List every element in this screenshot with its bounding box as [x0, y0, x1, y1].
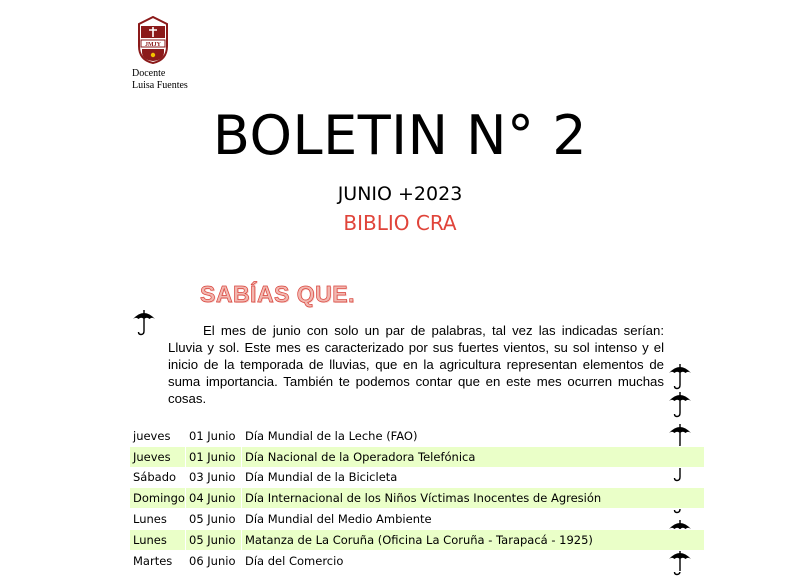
library-name: BIBLIO CRA	[343, 211, 457, 235]
event-name: Día Mundial del Medio Ambiente	[242, 509, 705, 530]
author-block	[132, 68, 188, 92]
event-date: 04 Junio	[186, 488, 242, 509]
table-row	[130, 467, 704, 488]
event-date: 05 Junio	[186, 529, 242, 550]
event-date: 03 Junio	[186, 467, 242, 488]
event-day: Sábado	[130, 467, 186, 488]
table-row	[130, 550, 704, 571]
event-name: Matanza de La Coruña (Oficina La Coruña - Tarapacá - 1925)	[242, 529, 705, 550]
events-table	[130, 426, 704, 572]
event-date: 01 Junio	[186, 446, 242, 467]
bulletin-date: JUNIO +2023	[337, 183, 463, 205]
event-name: Día Internacional de los Niños Víctimas Inocentes de Agresión	[242, 488, 705, 509]
school-crest-icon	[136, 16, 170, 64]
event-day: Martes	[130, 550, 186, 571]
event-day: Jueves	[130, 446, 186, 467]
table-row	[130, 446, 704, 467]
event-day: Lunes	[130, 509, 186, 530]
table-row	[130, 529, 704, 550]
umbrella-icon	[668, 390, 692, 418]
author-role: Docente	[132, 68, 166, 79]
event-day: Lunes	[130, 529, 186, 550]
event-date: 06 Junio	[186, 550, 242, 571]
event-date: 01 Junio	[186, 426, 242, 446]
table-row	[130, 509, 704, 530]
event-name: Día del Comercio	[242, 550, 705, 571]
intro-paragraph: El mes de junio con solo un par de palabras, tal vez las indicadas serían: Lluvia y sol. Este mes es caracterizado por sus fuertes vientos, su sol intenso y el inicio de la temporada de lluvias, que en la agricultura representan elementos de suma importancia. También te podemos contar que en este mes ocurren muchas cosas.	[168, 323, 664, 406]
table-row	[130, 426, 704, 446]
event-name: Día Mundial de la Bicicleta	[242, 467, 705, 488]
event-day: Domingo	[130, 488, 186, 509]
table-row	[130, 488, 704, 509]
event-day: jueves	[130, 426, 186, 446]
bulletin-title: BOLETIN N° 2	[212, 104, 588, 167]
author-name: Luisa Fuentes	[132, 80, 188, 91]
event-date: 05 Junio	[186, 509, 242, 530]
umbrella-icon	[668, 362, 692, 390]
event-name: Día Nacional de la Operadora Telefónica	[242, 446, 705, 467]
crest-lettering: JMJY	[145, 42, 161, 48]
event-name: Día Mundial de la Leche (FAO)	[242, 426, 705, 446]
section-title: SABÍAS QUE.	[200, 281, 356, 307]
umbrella-icon	[132, 308, 156, 336]
